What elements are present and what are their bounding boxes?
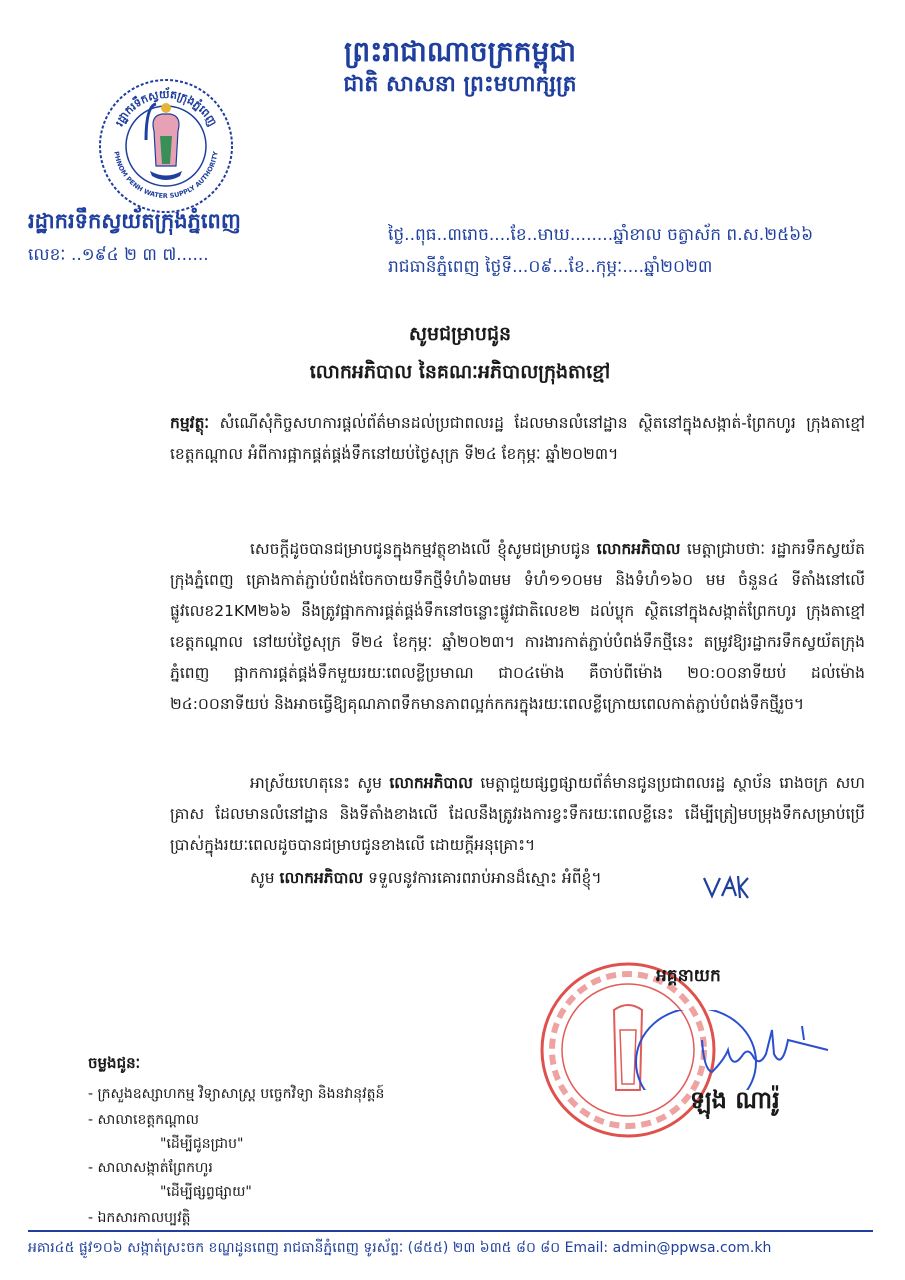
signatory-title: អគ្គនាយក	[656, 966, 721, 986]
body-2-text-a: អាស្រ័យហេតុនេះ សូម	[250, 774, 390, 792]
initials-mark	[700, 872, 750, 902]
cc-note: "ដើម្បីផ្សព្វផ្សាយ"	[160, 1184, 252, 1200]
solar-date: រាជធានីភ្នំពេញ ថ្ងៃទី...០៩...ខែ..កុម្ភៈ....ឆ្នាំ២០២៣	[388, 257, 713, 277]
logo-text-english: PHNOM PENH WATER SUPPLY AUTHORITY	[112, 150, 220, 201]
signatory-name: ឡុង ណារ៉ូ	[690, 1086, 780, 1114]
closing-line	[250, 868, 602, 891]
cc-item: - ក្រសួងឧស្សាហកម្ម វិទ្យាសាស្ត្រ បច្ចេកវិទ្យា និងនវានុវត្តន៍	[88, 1086, 385, 1102]
cc-item: - ឯកសារកាលប្បវត្តិ	[88, 1210, 191, 1226]
logo-text-khmer: រដ្ឋាករទឹកស្វយ័តក្រុងភ្នំពេញ	[112, 87, 220, 129]
subject-label: កម្មវត្ថុៈ	[170, 414, 210, 432]
closing-text-b: ទទួលនូវការគោរពរាប់អានដ៏ស្មោះ អំពីខ្ញុំ។	[363, 869, 602, 887]
kingdom-motto: ជាតិ សាសនា ព្រះមហាក្សត្រ	[343, 72, 577, 97]
footer-address: អគារ៤៥ ផ្លូវ១០៦ សង្កាត់ស្រះចក ខណ្ឌដូនពេញ រាជធានីភ្នំពេញ ទូរស័ព្ទៈ (៨៥៥) ២៣ ៦៣៥ ៨០ ៨០ Email: admin@ppwsa.com.kh	[28, 1240, 772, 1256]
body-1-text-b: មេត្តាជ្រាបថាៈ រដ្ឋាករទឹកស្វយ័តក្រុងភ្នំពេញ គ្រោងកាត់ភ្ជាប់បំពង់ចែកចាយទឹកថ្មីទំហំ៦៣មម ទំហំ១១០មម និងទំហំ១៦០ មម ចំនួន៤ ទីតាំងនៅលើផ្លូវលេខ21KM២៦៦ នឹងត្រូវផ្អាកការផ្គត់ផ្គង់ទឹកនៅចន្លោះផ្លូវជាតិលេខ២ ដល់ប្លុក ស្ថិតនៅក្នុងសង្កាត់ព្រែកហូរ ក្រុងតាខ្មៅ ខេត្តកណ្តាល នៅយប់ថ្ងៃសុក្រ ទី២៤ ខែកុម្ភៈ ឆ្នាំ២០២៣។ ការងារកាត់ភ្ជាប់បំពង់ទឹកថ្មីនេះ តម្រូវឱ្យរដ្ឋាករទឹកស្វយ័តក្រុងភ្នំពេញ ផ្អាកការផ្គត់ផ្គង់ទឹកមួយរយៈពេលខ្លីប្រមាណ ជា០៤ម៉ោង គឺចាប់ពីម៉ោង ២០:០០នាទីយប់ ដល់ម៉ោង ២៤:០០នាទីយប់ និងអាចធ្វើឱ្យគុណភាពទឹកមានភាពល្អក់កករក្នុងរយៈពេលខ្លីក្រោយពេលកាត់ភ្ជាប់បំពង់ទឹកថ្មីរួច។	[170, 540, 865, 713]
closing-honorific: លោកអភិបាល	[279, 869, 364, 887]
closing-text-a: សូម	[250, 869, 280, 887]
cc-item: - សាលាសង្កាត់ព្រែកហូរ	[88, 1160, 213, 1176]
ppwsa-logo	[96, 76, 236, 216]
body-1-honorific: លោកអភិបាល	[596, 540, 681, 558]
cc-note: "ដើម្បីជូនជ្រាប"	[160, 1136, 244, 1152]
recipient: លោកអភិបាល នៃគណៈអភិបាលក្រុងតាខ្មៅ	[309, 361, 611, 383]
body-2-text-b: មេត្តាជួយផ្សព្វផ្សាយព័ត៌មានជូនប្រជាពលរដ្ឋ ស្ថាប័ន រោងចក្រ សហគ្រាស ដែលមានលំនៅដ្ឋាន និងទីតាំងខាងលើ ដែលនឹងត្រូវរងការខ្វះទឹករយៈពេលខ្លីនេះ ដើម្បីត្រៀមបម្រុងទឹកសម្រាប់ប្រើប្រាស់ក្នុងរយៈពេលដូចបានជម្រាបជូនខាងលើ ដោយក្តីអនុគ្រោះ។	[170, 774, 866, 854]
body-1-text-a: សេចក្តីដូចបានជម្រាបជូនក្នុងកម្មវត្ថុខាងលើ ខ្ញុំសូមជម្រាបជូន	[250, 540, 597, 558]
salutation: សូមជម្រាបជូន	[408, 323, 512, 345]
subject-text: សំណើសុំកិច្ចសហការផ្តល់ព័ត៌មានដល់ប្រជាពលរដ្ឋ ដែលមានលំនៅដ្ឋាន ស្ថិតនៅក្នុងសង្កាត់-ព្រែកហូរ ក្រុងតាខ្មៅ ខេត្តកណ្តាល អំពីការផ្អាកផ្គត់ផ្គង់ទឹកនៅយប់ថ្ងៃសុក្រ ទី២៤ ខែកុម្ភៈ ឆ្នាំ២០២៣។	[170, 414, 865, 463]
body-paragraph-2	[170, 768, 865, 861]
lunar-date: ថ្ងៃ..ពុធ..៣រោច....ខែ..មាឃ........ឆ្នាំខាល ចត្វាស័ក ព.ស.២៥៦៦	[388, 225, 814, 245]
footer-divider	[28, 1230, 873, 1232]
body-2-honorific: លោកអភិបាល	[389, 774, 473, 792]
kingdom-title: ព្រះរាជាណាចក្រកម្ពុជា	[343, 35, 576, 68]
cc-item: - សាលាខេត្តកណ្តាល	[88, 1112, 200, 1128]
cc-title: ចម្លងជូនៈ	[88, 1054, 141, 1072]
body-paragraph-1	[170, 534, 865, 720]
reference-number: លេខៈ ..១៩៤ ២ ៣ ៧......	[28, 245, 209, 265]
subject-paragraph	[170, 408, 865, 470]
handwritten-signature	[632, 1010, 832, 1090]
authority-name: រដ្ឋាករទឹកស្វយ័តក្រុងភ្នំពេញ	[28, 209, 241, 233]
